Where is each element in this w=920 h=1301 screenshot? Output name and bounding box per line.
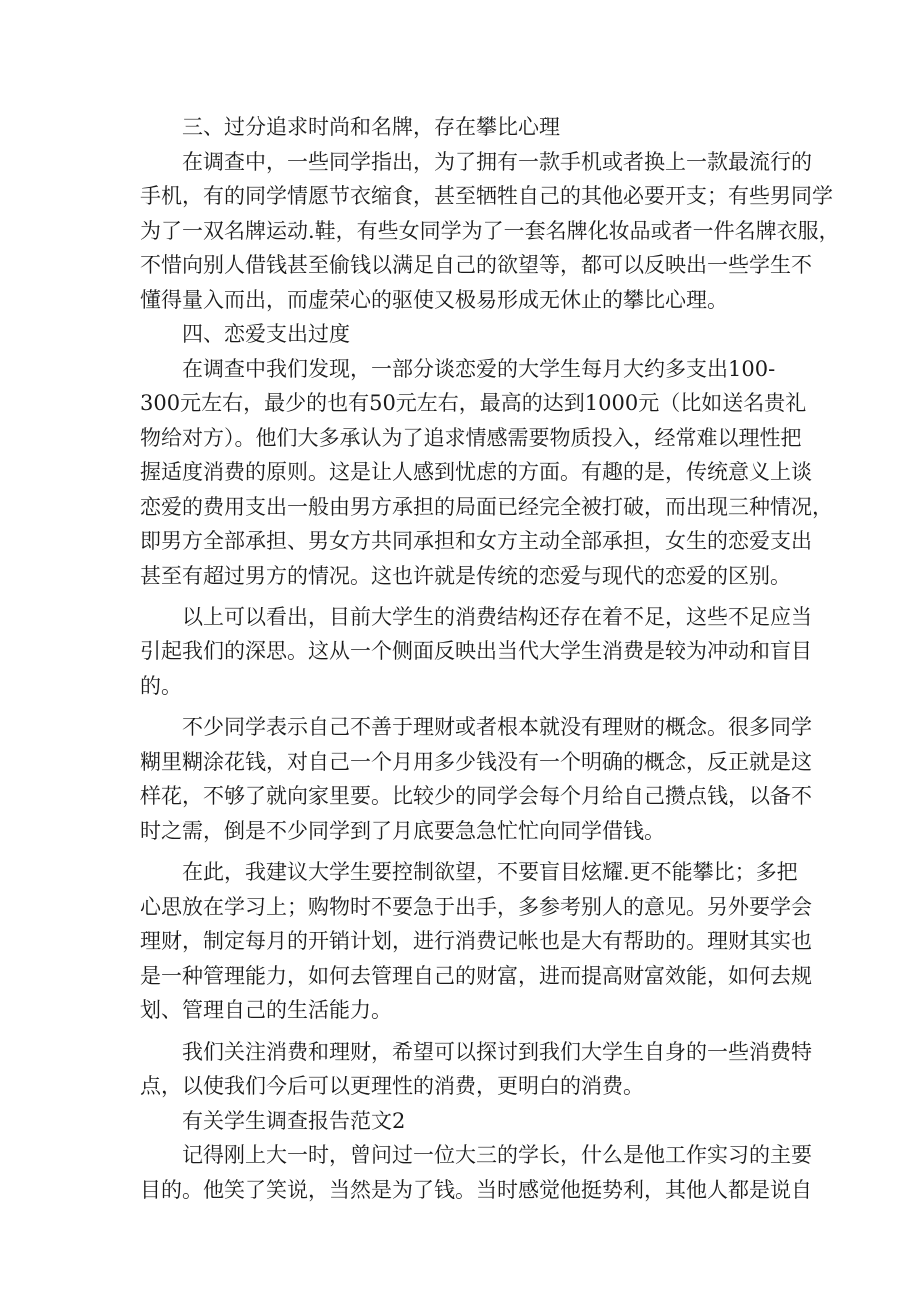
paragraph-line: 目的。他笑了笑说，当然是为了钱。当时感觉他挺势利，其他人都是说自 [140, 1178, 812, 1202]
paragraph-line: 懂得量入而出，而虚荣心的驱使又极易形成无休止的攀比心理。 [140, 288, 728, 312]
paragraph-line: 引起我们的深思。这从一个侧面反映出当代大学生消费是较为冲动和盲目 [140, 639, 812, 663]
paragraph-line: 的。 [140, 674, 182, 698]
paragraph-line: 不少同学表示自己不善于理财或者根本就没有理财的概念。很多同学 [182, 715, 812, 739]
paragraph-line: 我们关注消费和理财，希望可以探讨到我们大学生自身的一些消费特 [182, 1040, 812, 1064]
paragraph-line: 恋爱的费用支出一般由男方承担的局面已经完全被打破，而出现三种情况， [140, 495, 833, 519]
paragraph-line: 手机，有的同学情愿节衣缩食，甚至牺牲自己的其他必要开支；有些男同学 [140, 184, 833, 208]
paragraph-line: 不惜向别人借钱甚至偷钱以满足自己的欲望等，都可以反映出一些学生不 [140, 253, 812, 277]
paragraph-line: 样花，不够了就向家里要。比较少的同学会每个月给自己攒点钱，以备不 [140, 784, 812, 808]
paragraph-line: 点，以使我们今后可以更理性的消费，更明白的消费。 [140, 1074, 644, 1098]
paragraph-line: 时之需，倒是不少同学到了月底要急急忙忙向同学借钱。 [140, 819, 665, 843]
paragraph-line: 是一种管理能力，如何去管理自己的财富，进而提高财富效能，如何去规 [140, 964, 812, 988]
paragraph-line: 300元左右，最少的也有50元左右，最高的达到1000元（比如送名贵礼 [140, 391, 807, 415]
section-heading-4: 四、恋爱支出过度 [182, 322, 350, 346]
section-heading-3: 三、过分追求时尚和名牌，存在攀比心理 [182, 115, 560, 139]
paragraph-line: 划、管理自己的生活能力。 [140, 998, 392, 1022]
paragraph-line: 物给对方）。他们大多承认为了追求情感需要物质投入，经常难以理性把 [140, 426, 802, 450]
paragraph-line: 在调查中，一些同学指出，为了拥有一款手机或者换上一款最流行的 [182, 150, 812, 174]
paragraph-line: 理财，制定每月的开销计划，进行消费记帐也是大有帮助的。理财其实也 [140, 929, 812, 953]
paragraph-line: 握适度消费的原则。这是让人感到忧虑的方面。有趣的是，传统意义上谈 [140, 460, 812, 484]
paragraph-line: 甚至有超过男方的情况。这也许就是传统的恋爱与现代的恋爱的区别。 [140, 564, 791, 588]
paragraph-line: 以上可以看出，目前大学生的消费结构还存在着不足，这些不足应当 [182, 605, 812, 629]
article-title: 有关学生调查报告范文2 [182, 1109, 406, 1133]
paragraph-line: 为了一双名牌运动.鞋，有些女同学为了一套名牌化妆品或者一件名牌衣服， [140, 219, 840, 243]
paragraph-line: 在此，我建议大学生要控制欲望，不要盲目炫耀.更不能攀比；多把 [182, 860, 798, 884]
paragraph-line: 即男方全部承担、男女方共同承担和女方主动全部承担，女生的恋爱支出 [140, 529, 812, 553]
paragraph-line: 心思放在学习上；购物时不要急于出手，多参考别人的意见。另外要学会 [140, 895, 812, 919]
paragraph-line: 记得刚上大一时，曾问过一位大三的学长，什么是他工作实习的主要 [182, 1143, 812, 1167]
paragraph-line: 在调查中我们发现，一部分谈恋爱的大学生每月大约多支出100- [182, 357, 776, 381]
paragraph-line: 糊里糊涂花钱，对自己一个月用多少钱没有一个明确的概念，反正就是这 [140, 750, 812, 774]
